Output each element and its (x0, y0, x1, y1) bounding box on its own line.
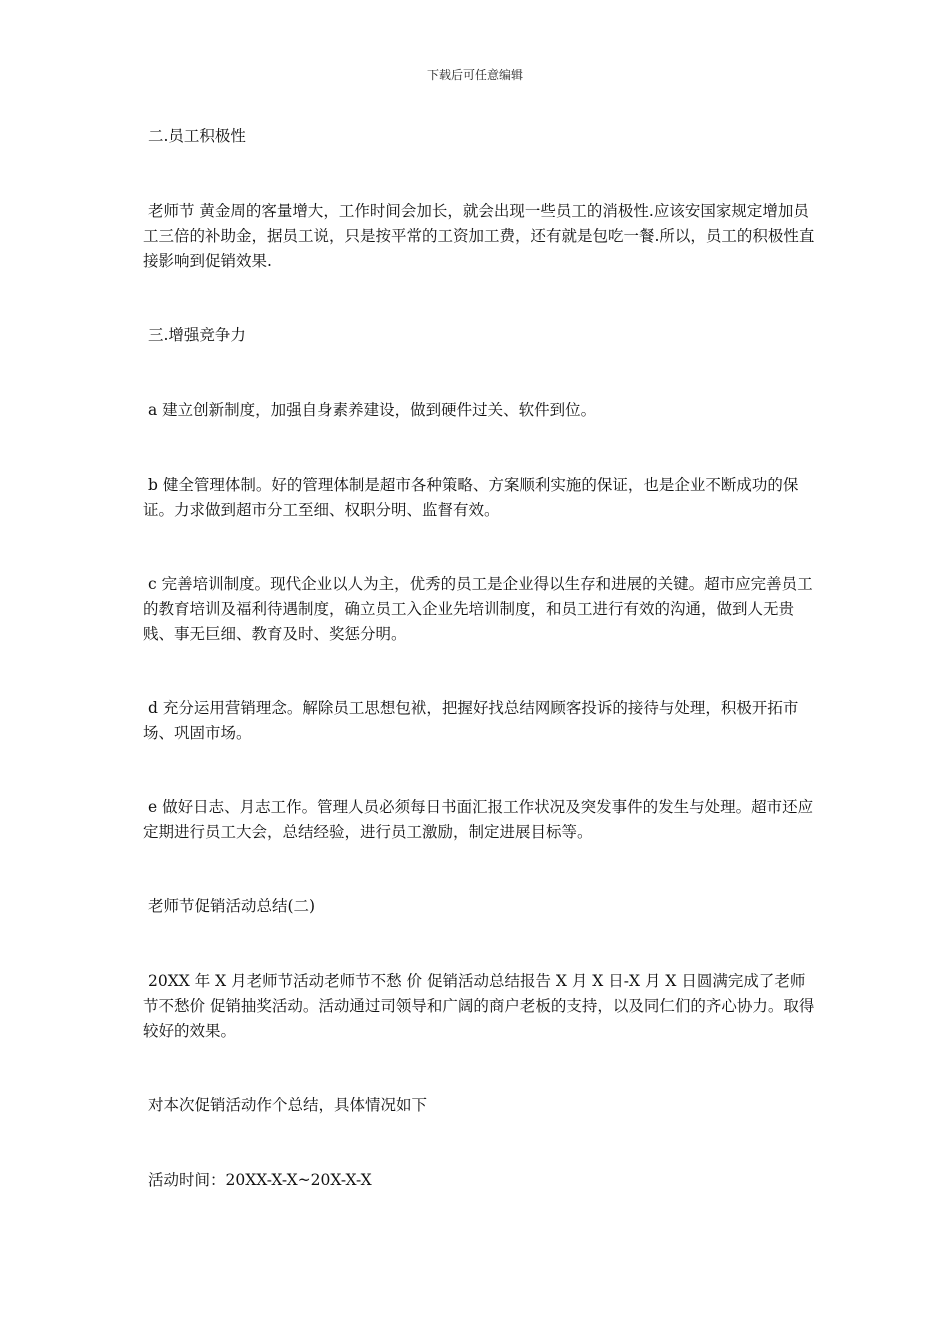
section-heading-competitiveness: 三.增强竞争力 (148, 326, 246, 344)
paragraph-summary-lead: 对本次促销活动作个总结，具体情况如下 (148, 1096, 428, 1114)
section-heading-employee-motivation: 二.员工积极性 (148, 127, 246, 145)
list-item-d: d 充分运用营销理念。解除员工思想包袱，把握好找总结网顾客投诉的接待与处理，积极开拓市场、巩固市场。 (143, 699, 799, 742)
section-title-summary-two: 老师节促销活动总结(二) (148, 897, 316, 915)
paragraph-summary-intro: 20XX 年 X 月老师节活动老师节不愁 价 促销活动总结报告 X 月 X 日-X 月 X 日圆满完成了老师节不愁价 促销抽奖活动。活动通过司领导和广阔的商户老板的支持，以及同仁们的齐心协力。取得较好的效果。 (143, 972, 815, 1040)
list-item-a: a 建立创新制度，加强自身素养建设，做到硬件过关、软件到位。 (148, 401, 597, 419)
list-item-e: e 做好日志、月志工作。管理人员必须每日书面汇报工作状况及突发事件的发生与处理。超市还应定期进行员工大会，总结经验，进行员工激励，制定进展目标等。 (143, 798, 814, 841)
activity-time-line: 活动时间：20XX-X-X~20X-X-X (148, 1171, 372, 1189)
list-item-c: c 完善培训制度。现代企业以人为主，优秀的员工是企业得以生存和进展的关键。超市应完善员工的教育培训及福利待遇制度，确立员工入企业先培训制度，和员工进行有效的沟通，做到人无贵贱、事无巨细、教育及时、奖惩分明。 (143, 575, 813, 643)
paragraph-employee-motivation: 老师节 黄金周的客量增大，工作时间会加长，就会出现一些员工的消极性.应该安国家规定增加员工三倍的补助金，据员工说，只是按平常的工资加工费，还有就是包吃一餐.所以，员工的积极性直接影响到促销效果. (143, 202, 815, 270)
list-item-b: b 健全管理体制。好的管理体制是超市各种策略、方案顺利实施的保证，也是企业不断成功的保证。力求做到超市分工至细、权职分明、监督有效。 (143, 476, 799, 519)
page-header-note: 下载后可任意编辑 (426, 68, 523, 82)
